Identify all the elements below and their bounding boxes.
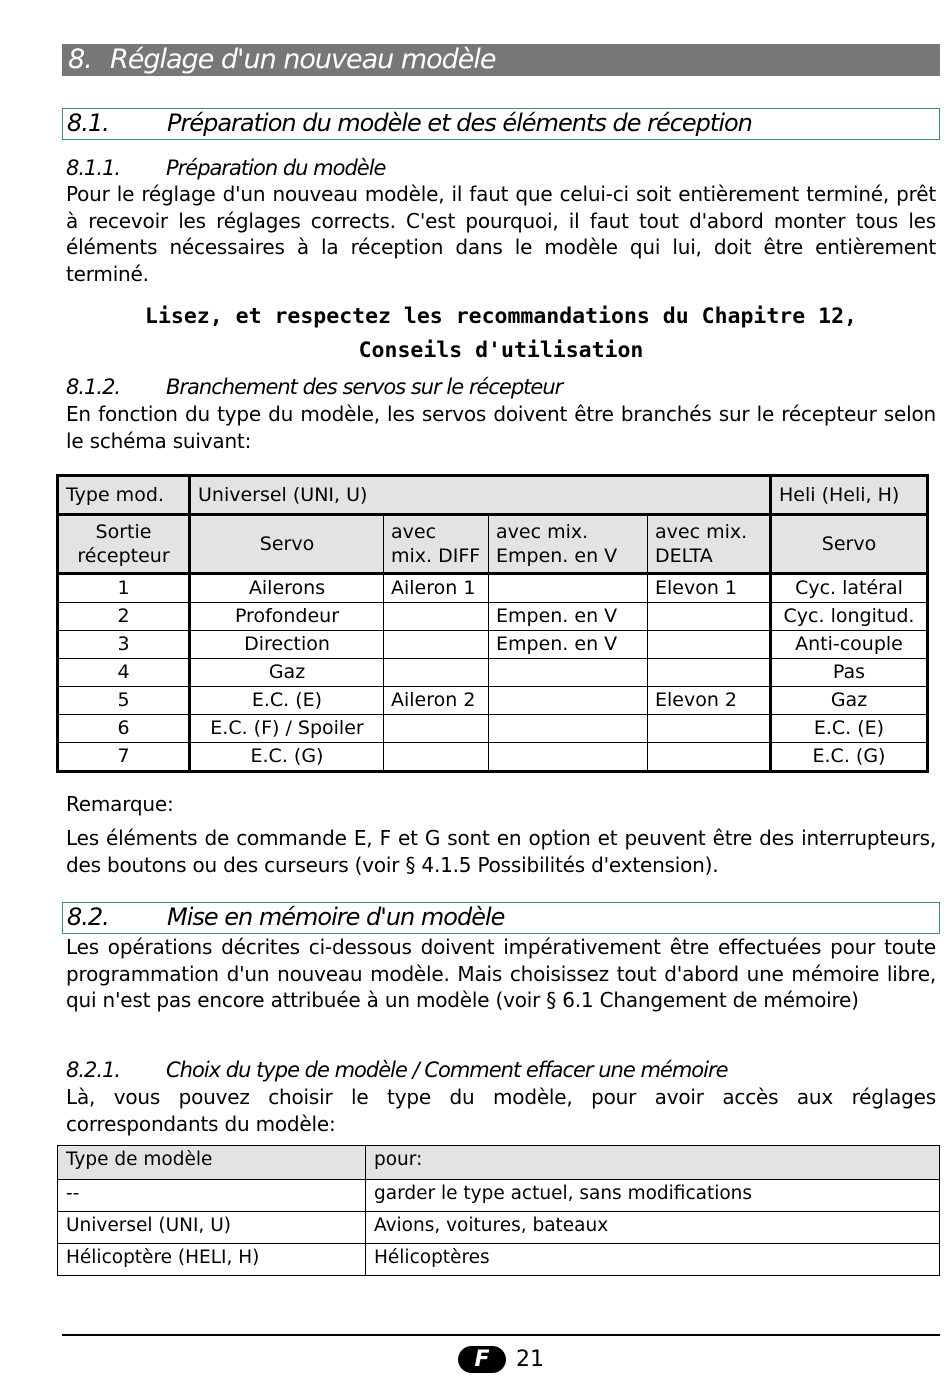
table-cell: Hélicoptère (HELI, H) xyxy=(58,1244,366,1276)
table-cell xyxy=(648,603,771,631)
warning-line-1: Lisez, et respectez les recommandations du Chapitre 12, xyxy=(145,304,857,329)
page-number: 21 xyxy=(516,1347,544,1372)
table-cell: Universel (UNI, U) xyxy=(58,1212,366,1244)
table-row xyxy=(58,1180,940,1212)
table-cell: Elevon 2 xyxy=(648,687,771,715)
table-subheader-row xyxy=(58,515,928,574)
table-cell: garder le type actuel, sans modifications xyxy=(366,1180,940,1212)
col-header: Servo xyxy=(771,515,928,574)
servo-connection-table xyxy=(56,474,929,773)
table-row xyxy=(58,1244,940,1276)
heli-header: Heli (Heli, H) xyxy=(771,476,928,515)
table-cell xyxy=(489,687,648,715)
table-cell: -- xyxy=(58,1180,366,1212)
table-cell xyxy=(648,631,771,659)
table-row xyxy=(58,687,928,715)
col-header: avec mix. Empen. en V xyxy=(489,515,648,574)
model-type-table xyxy=(57,1145,940,1276)
table-cell: Ailerons xyxy=(190,574,384,603)
table-cell: E.C. (G) xyxy=(190,743,384,772)
table-cell: 7 xyxy=(58,743,190,772)
table-cell: Direction xyxy=(190,631,384,659)
type-mod-header: Type mod. xyxy=(58,476,190,515)
col-header: avec mix. DIFF xyxy=(384,515,489,574)
table-cell: 2 xyxy=(58,603,190,631)
remark-label: Remarque: xyxy=(66,792,174,816)
table-cell: E.C. (E) xyxy=(190,687,384,715)
table-header-row xyxy=(58,1146,940,1180)
language-badge: F xyxy=(458,1346,506,1373)
table-cell: Elevon 1 xyxy=(648,574,771,603)
table-cell xyxy=(648,715,771,743)
col-header: avec mix. DELTA xyxy=(648,515,771,574)
subsection-8-1-2-text: En fonction du type du modèle, les servos doivent être branchés sur le récepteur selon le schéma suivant: xyxy=(66,402,936,453)
col-header: pour: xyxy=(366,1146,940,1180)
table-cell: Aileron 1 xyxy=(384,574,489,603)
subsection-title: Choix du type de modèle / Comment effacer une mémoire xyxy=(166,1058,728,1082)
chapter-title: Réglage d'un nouveau modèle xyxy=(110,44,496,75)
table-cell: Empen. en V xyxy=(489,631,648,659)
table-row xyxy=(58,631,928,659)
chapter-heading xyxy=(62,44,940,76)
col-header: Servo xyxy=(190,515,384,574)
table-cell xyxy=(384,743,489,772)
chapter-number: 8. xyxy=(68,44,92,75)
table-row xyxy=(58,603,928,631)
subsection-number: 8.2.1. xyxy=(66,1058,121,1082)
table-cell: Empen. en V xyxy=(489,603,648,631)
subsection-8-2-1-heading xyxy=(66,1057,728,1083)
table-cell xyxy=(648,659,771,687)
table-cell xyxy=(648,743,771,772)
table-cell: Gaz xyxy=(190,659,384,687)
table-cell xyxy=(384,603,489,631)
section-title: Mise en mémoire d'un modèle xyxy=(167,903,505,931)
table-cell xyxy=(489,659,648,687)
table-cell: Anti-couple xyxy=(771,631,928,659)
subsection-8-1-1-heading xyxy=(66,155,385,181)
section-title: Préparation du modèle et des éléments de réception xyxy=(167,109,752,137)
universal-header: Universel (UNI, U) xyxy=(190,476,771,515)
table-cell: 5 xyxy=(58,687,190,715)
table-cell: 4 xyxy=(58,659,190,687)
subsection-number: 8.1.1. xyxy=(66,156,121,180)
section-8-2-text: Les opérations décrites ci-dessous doivent impérativement être effectuées pour toute programmation d'un nouveau modèle. Mais choisissez tout d'abord une mémoire libre, qui n'est pas encore attribuée à un modèle (voir § 6.1 Changement de mémoire) xyxy=(66,935,936,1012)
table-cell: 6 xyxy=(58,715,190,743)
subsection-8-2-1-text: Là, vous pouvez choisir le type du modèle, pour avoir accès aux réglages correspondants du modèle: xyxy=(66,1085,936,1136)
table-row xyxy=(58,659,928,687)
table-cell: 1 xyxy=(58,574,190,603)
table-cell: E.C. (E) xyxy=(771,715,928,743)
section-8-2-heading xyxy=(62,902,940,934)
table-cell xyxy=(489,574,648,603)
table-row xyxy=(58,743,928,772)
col-header: Sortie récepteur xyxy=(58,515,190,574)
footer-divider xyxy=(62,1334,940,1336)
table-cell: E.C. (F) / Spoiler xyxy=(190,715,384,743)
table-cell xyxy=(489,715,648,743)
table-cell: Hélicoptères xyxy=(366,1244,940,1276)
subsection-title: Branchement des servos sur le récepteur xyxy=(166,375,563,399)
section-8-1-heading xyxy=(62,108,940,140)
table-row xyxy=(58,1212,940,1244)
subsection-8-1-2-heading xyxy=(66,374,562,400)
col-header: Type de modèle xyxy=(58,1146,366,1180)
subsection-title: Préparation du modèle xyxy=(166,156,386,180)
table-row xyxy=(58,574,928,603)
section-number: 8.1. xyxy=(67,109,109,137)
table-cell xyxy=(384,631,489,659)
subsection-8-1-1-text: Pour le réglage d'un nouveau modèle, il faut que celui-ci soit entièrement terminé, prêt à recevoir les réglages corrects. C'est pourquoi, il faut tout d'abord monter tous les éléments nécessaires à la réception dans le modèle qui lui, doit être entièrement terminé. xyxy=(66,182,936,286)
table-cell: Cyc. longitud. xyxy=(771,603,928,631)
table-row xyxy=(58,715,928,743)
table-cell: Gaz xyxy=(771,687,928,715)
subsection-number: 8.1.2. xyxy=(66,375,121,399)
table-cell: Profondeur xyxy=(190,603,384,631)
table-cell: Avions, voitures, bateaux xyxy=(366,1212,940,1244)
table-cell: Pas xyxy=(771,659,928,687)
warning-line-2: Conseils d'utilisation xyxy=(358,338,644,363)
table-cell: Cyc. latéral xyxy=(771,574,928,603)
table-cell xyxy=(489,743,648,772)
remark-text: Les éléments de commande E, F et G sont en option et peuvent être des interrupteurs, des boutons ou des curseurs (voir § 4.1.5 Possibilités d'extension). xyxy=(66,826,936,877)
table-cell: E.C. (G) xyxy=(771,743,928,772)
table-cell xyxy=(384,715,489,743)
table-cell: 3 xyxy=(58,631,190,659)
section-number: 8.2. xyxy=(67,903,109,931)
table-cell xyxy=(384,659,489,687)
table-cell: Aileron 2 xyxy=(384,687,489,715)
table-header-row xyxy=(58,476,928,515)
